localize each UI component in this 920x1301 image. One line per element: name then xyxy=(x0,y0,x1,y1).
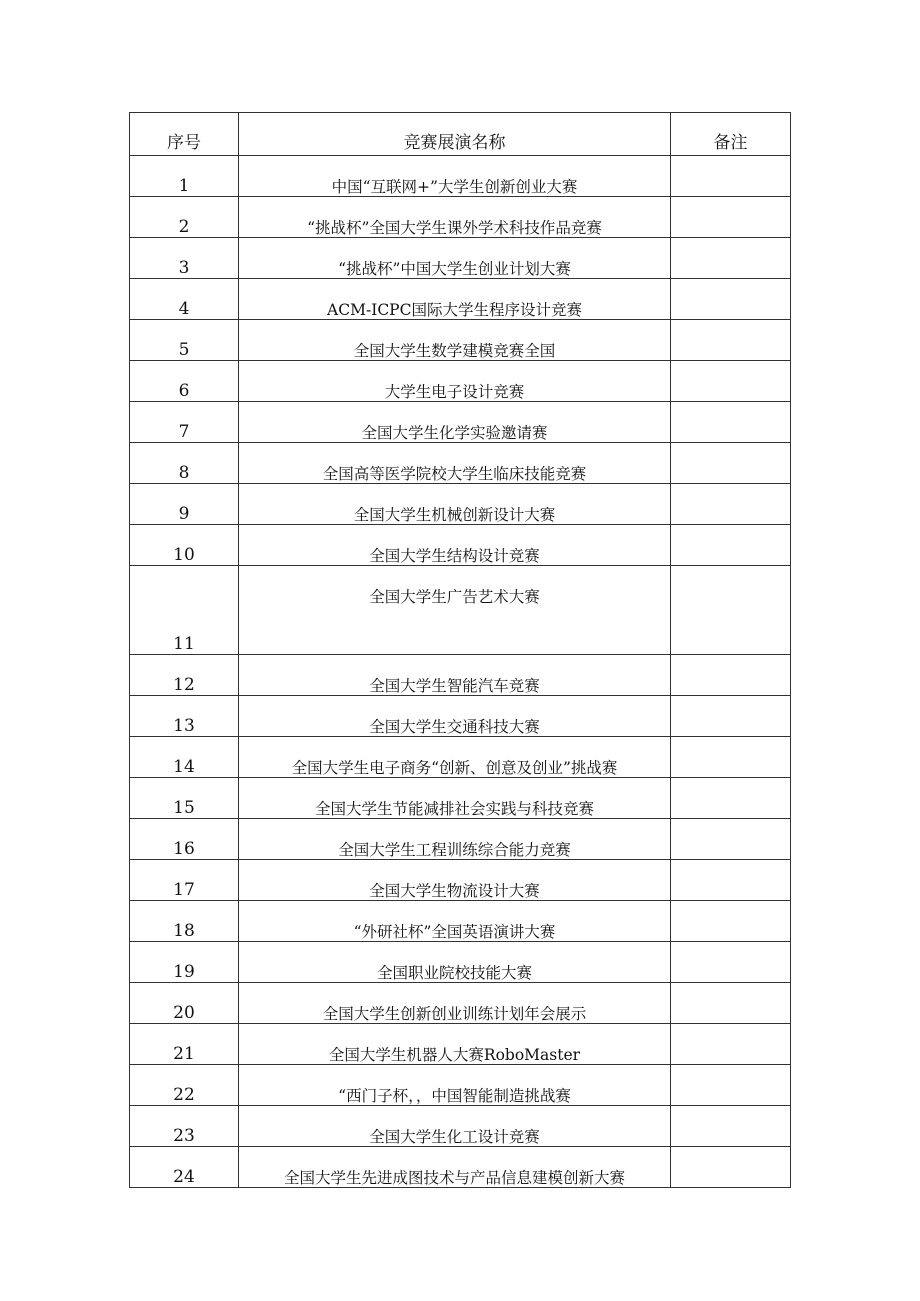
competition-name: ACM-ICPC国际大学生程序设计竞赛 xyxy=(239,279,671,320)
row-note xyxy=(671,1024,791,1065)
table-row xyxy=(130,901,791,942)
table-row xyxy=(130,484,791,525)
row-number: 5 xyxy=(130,320,239,361)
competition-name: 全国职业院校技能大赛 xyxy=(239,942,671,983)
table-row xyxy=(130,983,791,1024)
competition-name: “挑战杯”全国大学生课外学术科技作品竞赛 xyxy=(239,197,671,238)
table-row xyxy=(130,778,791,819)
row-number: 12 xyxy=(130,655,239,696)
table-header-row xyxy=(130,113,791,156)
row-number: 10 xyxy=(130,525,239,566)
competition-name: “外研社杯”全国英语演讲大赛 xyxy=(239,901,671,942)
row-number: 9 xyxy=(130,484,239,525)
row-note xyxy=(671,361,791,402)
table-row xyxy=(130,320,791,361)
row-note xyxy=(671,942,791,983)
row-number: 22 xyxy=(130,1065,239,1106)
table-row xyxy=(130,1065,791,1106)
table-row xyxy=(130,1024,791,1065)
row-note xyxy=(671,156,791,197)
row-number: 1 xyxy=(130,156,239,197)
row-number: 18 xyxy=(130,901,239,942)
competition-name: 全国大学生化工设计竞赛 xyxy=(239,1106,671,1147)
competition-name: 全国大学生先进成图技术与产品信息建模创新大赛 xyxy=(239,1147,671,1188)
table-row xyxy=(130,737,791,778)
row-number: 15 xyxy=(130,778,239,819)
row-number: 4 xyxy=(130,279,239,320)
row-note xyxy=(671,778,791,819)
row-note xyxy=(671,238,791,279)
row-note xyxy=(671,901,791,942)
competition-name: 全国高等医学院校大学生临床技能竞赛 xyxy=(239,443,671,484)
header-name: 竞赛展演名称 xyxy=(239,113,671,156)
table-row xyxy=(130,197,791,238)
row-number: 13 xyxy=(130,696,239,737)
competition-name: 全国大学生结构设计竞赛 xyxy=(239,525,671,566)
table-row xyxy=(130,361,791,402)
table-row xyxy=(130,525,791,566)
competition-name: 全国大学生创新创业训练计划年会展示 xyxy=(239,983,671,1024)
table-row xyxy=(130,655,791,696)
row-note xyxy=(671,860,791,901)
competition-name: 全国大学生物流设计大赛 xyxy=(239,860,671,901)
row-note xyxy=(671,983,791,1024)
table-row xyxy=(130,443,791,484)
row-number: 21 xyxy=(130,1024,239,1065)
table-row xyxy=(130,819,791,860)
row-number: 20 xyxy=(130,983,239,1024)
row-note xyxy=(671,1106,791,1147)
row-number: 3 xyxy=(130,238,239,279)
row-number: 6 xyxy=(130,361,239,402)
row-note xyxy=(671,402,791,443)
row-number: 23 xyxy=(130,1106,239,1147)
competition-name: 中国“互联网+”大学生创新创业大赛 xyxy=(239,156,671,197)
row-note xyxy=(671,819,791,860)
competition-name: 全国大学生机器人大赛RoboMaster xyxy=(239,1024,671,1065)
table-row xyxy=(130,238,791,279)
row-note xyxy=(671,320,791,361)
table-row xyxy=(130,1106,791,1147)
competition-name: 全国大学生化学实验邀请赛 xyxy=(239,402,671,443)
row-number: 17 xyxy=(130,860,239,901)
table-body xyxy=(130,156,791,1188)
header-number: 序号 xyxy=(130,113,239,156)
competition-name: 全国大学生广告艺术大赛 xyxy=(239,566,671,655)
table-row xyxy=(130,402,791,443)
table-row xyxy=(130,696,791,737)
header-note: 备注 xyxy=(671,113,791,156)
row-number: 14 xyxy=(130,737,239,778)
row-note xyxy=(671,525,791,566)
table-row xyxy=(130,860,791,901)
row-number: 8 xyxy=(130,443,239,484)
competition-name: 全国大学生节能减排社会实践与科技竞赛 xyxy=(239,778,671,819)
competition-name: “挑战杯”中国大学生创业计划大赛 xyxy=(239,238,671,279)
row-note xyxy=(671,279,791,320)
competition-name: 全国大学生工程训练综合能力竞赛 xyxy=(239,819,671,860)
row-number: 11 xyxy=(130,566,239,655)
table-row xyxy=(130,156,791,197)
competition-table xyxy=(129,112,791,1188)
table-row xyxy=(130,279,791,320)
competition-name: 全国大学生电子商务“创新、创意及创业”挑战赛 xyxy=(239,737,671,778)
row-number: 19 xyxy=(130,942,239,983)
table-row xyxy=(130,942,791,983)
table-row xyxy=(130,1147,791,1188)
competition-name: 大学生电子设计竞赛 xyxy=(239,361,671,402)
row-number: 7 xyxy=(130,402,239,443)
row-number: 16 xyxy=(130,819,239,860)
row-note xyxy=(671,696,791,737)
row-note xyxy=(671,566,791,655)
competition-name: 全国大学生智能汽车竞赛 xyxy=(239,655,671,696)
row-note xyxy=(671,197,791,238)
row-number: 2 xyxy=(130,197,239,238)
row-note xyxy=(671,1065,791,1106)
competition-name: 全国大学生交通科技大赛 xyxy=(239,696,671,737)
row-note xyxy=(671,484,791,525)
row-note xyxy=(671,1147,791,1188)
row-note xyxy=(671,655,791,696)
row-number: 24 xyxy=(130,1147,239,1188)
competition-name: “西门子杯，，中国智能制造挑战赛 xyxy=(239,1065,671,1106)
row-note xyxy=(671,443,791,484)
row-note xyxy=(671,737,791,778)
table-row xyxy=(130,566,791,655)
competition-name: 全国大学生机械创新设计大赛 xyxy=(239,484,671,525)
competition-name: 全国大学生数学建模竞赛全国 xyxy=(239,320,671,361)
